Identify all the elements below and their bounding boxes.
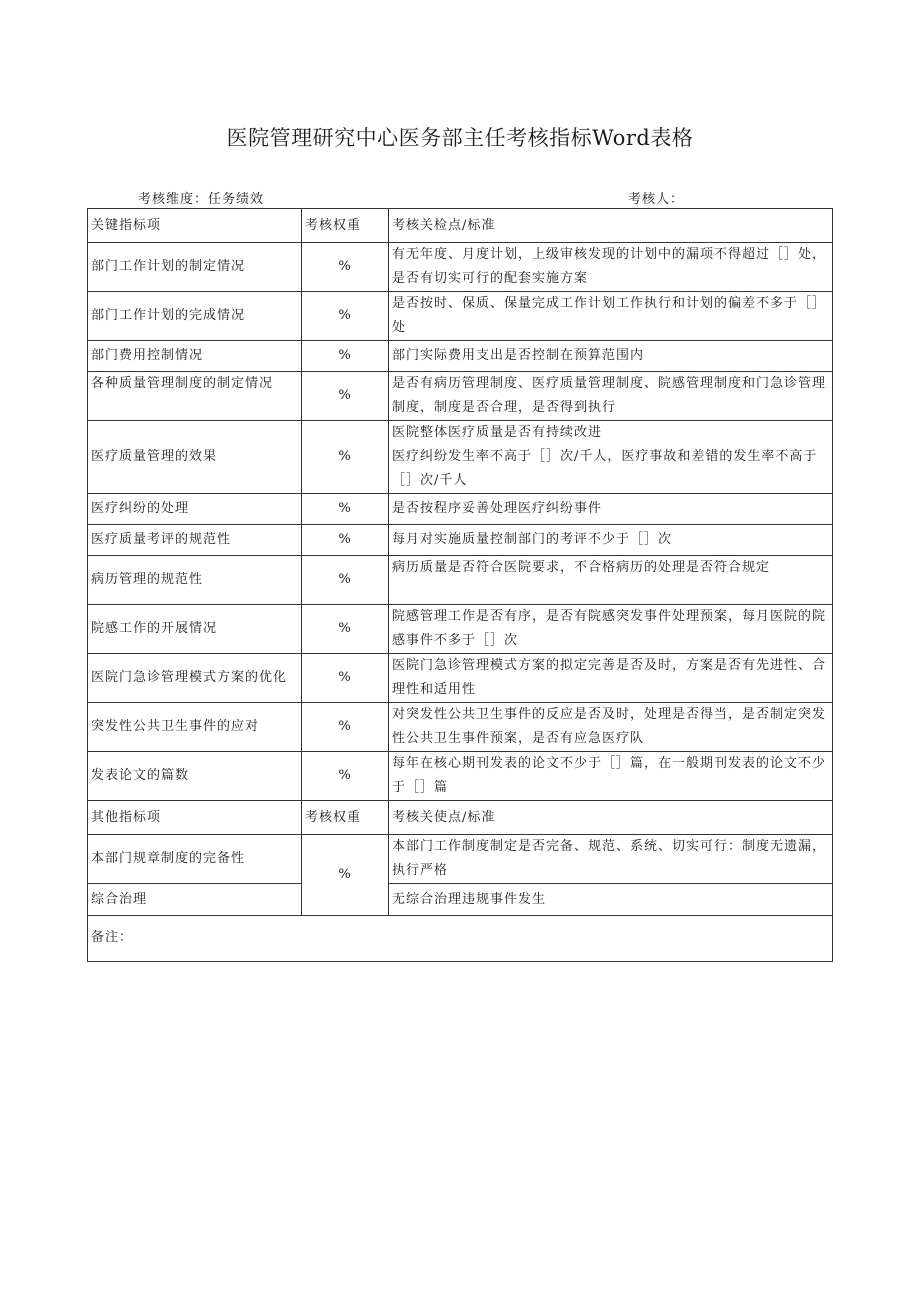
header-key-item: 关键指标项	[88, 209, 302, 243]
indicator-criteria	[389, 654, 833, 703]
table-row	[88, 494, 833, 525]
table-header-row	[88, 209, 833, 243]
other-header-item: 其他指标项	[88, 801, 302, 835]
header-weight: 考核权重	[302, 209, 389, 243]
remarks-row	[88, 916, 833, 962]
criteria-line: 部门实际费用支出是否控制在预算范围内	[392, 348, 645, 363]
table-row	[88, 752, 833, 801]
remarks-cell: 备注：	[88, 916, 833, 962]
indicator-weight: %	[302, 835, 389, 916]
indicator-name: 综合治理	[88, 884, 302, 916]
indicator-name: 医疗纠纷的处理	[88, 494, 302, 525]
indicator-criteria	[389, 556, 833, 605]
table-row	[88, 341, 833, 372]
indicator-weight: %	[302, 341, 389, 372]
criteria-line: 是否按程序妥善处理医疗纠纷事件	[392, 501, 603, 516]
indicator-weight: %	[302, 292, 389, 341]
criteria-line: 有无年度、月度计划，上级审核发现的计划中的漏项不得超过［］处，是否有切实可行的配套实施方案	[392, 247, 827, 286]
indicator-weight: %	[302, 556, 389, 605]
criteria-line: 院感管理工作是否有序，是否有院感突发事件处理预案，每月医院的院感事件不多于［］次	[392, 609, 827, 648]
indicator-criteria	[389, 341, 833, 372]
indicator-criteria	[389, 703, 833, 752]
criteria-line: 医院整体医疗质量是否有持续改进	[392, 425, 603, 440]
criteria-line: 医院门急诊管理模式方案的拟定完善是否及时，方案是否有先进性、合理性和适用性	[392, 658, 827, 697]
criteria-line: 病历质量是否符合医院要求，不合格病历的处理是否符合规定	[392, 560, 771, 575]
indicator-weight: %	[302, 525, 389, 556]
indicator-weight: %	[302, 752, 389, 801]
table-row	[88, 835, 833, 884]
table-row	[88, 292, 833, 341]
assessment-dimension: 考核维度：任务绩效	[138, 192, 265, 207]
indicator-weight: %	[302, 243, 389, 292]
indicator-name: 各种质量管理制度的制定情况	[88, 372, 302, 421]
table-row	[88, 372, 833, 421]
indicator-criteria	[389, 525, 833, 556]
indicator-name: 病历管理的规范性	[88, 556, 302, 605]
indicator-name: 医疗质量考评的规范性	[88, 525, 302, 556]
criteria-line: 是否按时、保质、保量完成工作计划工作执行和计划的偏差不多于［］处	[392, 296, 827, 335]
table-row	[88, 605, 833, 654]
table-row	[88, 884, 833, 916]
indicator-name: 院感工作的开展情况	[88, 605, 302, 654]
indicator-criteria	[389, 421, 833, 494]
assessor-label: 考核人：	[628, 192, 685, 207]
table-row	[88, 525, 833, 556]
indicator-weight: %	[302, 654, 389, 703]
indicator-criteria	[389, 292, 833, 341]
other-header-weight: 考核权重	[302, 801, 389, 835]
other-header-criteria: 考核关使点/标准	[389, 801, 833, 835]
indicator-name: 本部门规章制度的完备性	[88, 835, 302, 884]
indicator-name: 部门工作计划的完成情况	[88, 292, 302, 341]
criteria-line: 对突发性公共卫生事件的反应是否及时，处理是否得当，是否制定突发性公共卫生事件预案，是否有应急医疗队	[392, 707, 827, 746]
criteria-line: 每年在核心期刊发表的论文不少于［］篇，在一般期刊发表的论文不少于［］篇	[392, 756, 827, 795]
criteria-line: 每月对实施质量控制部门的考评不少于［］次	[392, 532, 673, 547]
indicator-weight: %	[302, 494, 389, 525]
document-title: 医院管理研究中心医务部主任考核指标Word表格	[226, 126, 694, 150]
indicator-name: 医院门急诊管理模式方案的优化	[88, 654, 302, 703]
indicator-name: 突发性公共卫生事件的应对	[88, 703, 302, 752]
indicator-name: 医疗质量管理的效果	[88, 421, 302, 494]
indicator-weight: %	[302, 703, 389, 752]
indicator-criteria: 无综合治理违规事件发生	[389, 884, 833, 916]
indicator-criteria	[389, 243, 833, 292]
criteria-line: 医疗纠纷发生率不高于［］次/千人，医疗事故和差错的发生率不高于［］次/千人	[392, 449, 818, 488]
indicator-criteria	[389, 372, 833, 421]
indicator-name: 部门工作计划的制定情况	[88, 243, 302, 292]
indicator-criteria	[389, 605, 833, 654]
indicator-weight: %	[302, 372, 389, 421]
indicator-name: 发表论文的篇数	[88, 752, 302, 801]
header-criteria: 考核关检点/标准	[389, 209, 833, 243]
indicator-criteria	[389, 494, 833, 525]
table-row	[88, 243, 833, 292]
table-row	[88, 556, 833, 605]
table-row	[88, 703, 833, 752]
assessment-table	[87, 208, 833, 962]
table-row	[88, 421, 833, 494]
indicator-name: 部门费用控制情况	[88, 341, 302, 372]
indicator-weight: %	[302, 421, 389, 494]
indicator-criteria	[389, 752, 833, 801]
indicator-weight: %	[302, 605, 389, 654]
table-row	[88, 654, 833, 703]
other-header-row	[88, 801, 833, 835]
criteria-line: 是否有病历管理制度、医疗质量管理制度、院感管理制度和门急诊管理制度，制度是否合理，是否得到执行	[392, 376, 827, 415]
indicator-criteria: 本部门工作制度制定是否完备、规范、系统、切实可行：制度无遗漏，执行严格	[389, 835, 833, 884]
